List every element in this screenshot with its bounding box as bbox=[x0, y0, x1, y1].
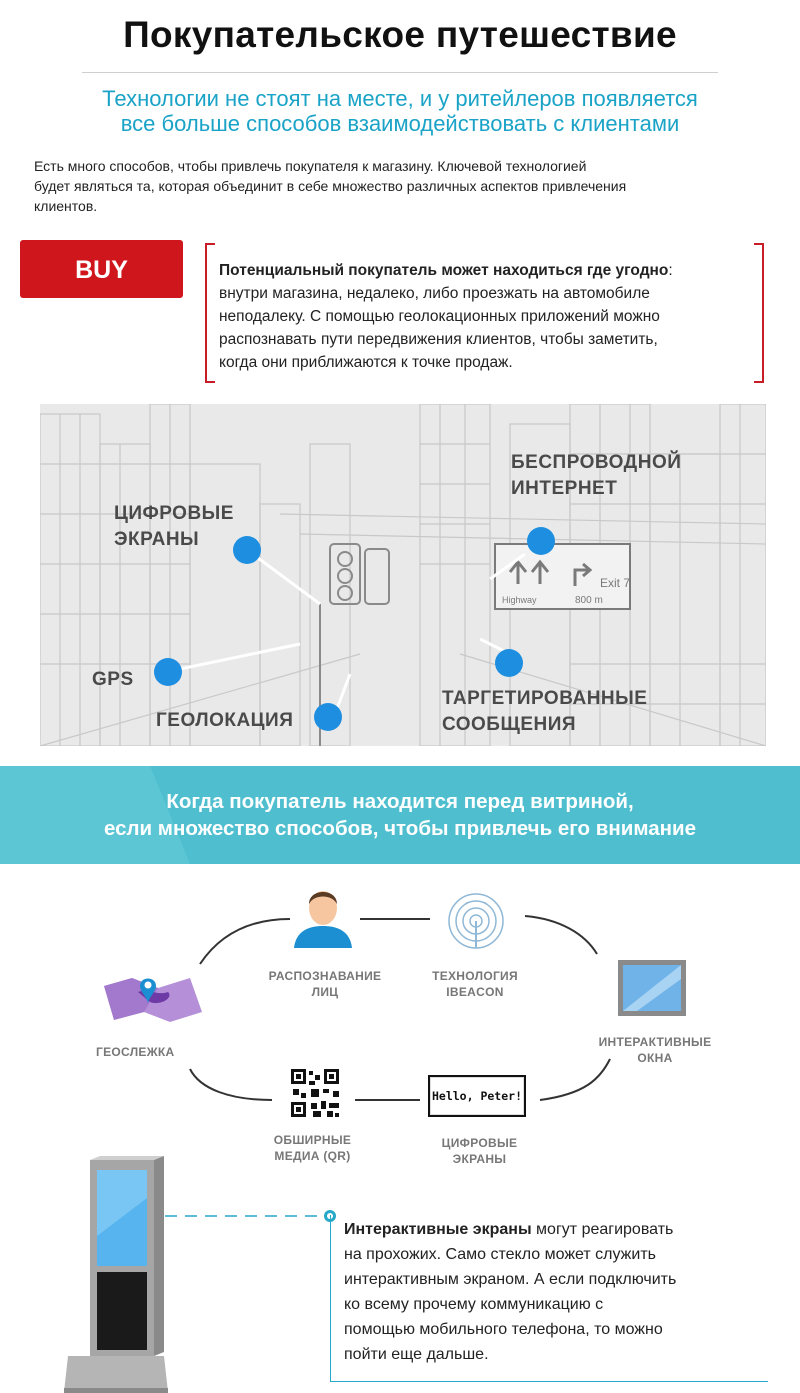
storefront-banner bbox=[0, 766, 800, 864]
face-recognition-icon bbox=[292, 882, 354, 952]
callout-text bbox=[219, 259, 749, 374]
description-border-bottom bbox=[330, 1381, 768, 1382]
sign-distance-text: 800 m bbox=[575, 595, 603, 606]
description-border-left bbox=[330, 1215, 331, 1382]
label-line: ТАРГЕТИРОВАННЫЕ bbox=[442, 688, 648, 709]
intro-paragraph bbox=[34, 156, 774, 216]
callout-line: неподалеку. С помощью геолокационных приложений можно bbox=[219, 308, 660, 325]
description-line: помощью мобильного телефона, то можно bbox=[344, 1321, 663, 1338]
label-line: СООБЩЕНИЯ bbox=[442, 714, 577, 735]
label-gps: GPS bbox=[92, 669, 134, 690]
label-targeted-messages bbox=[442, 686, 647, 738]
description-line-rest: могут реагировать bbox=[531, 1221, 674, 1238]
callout-line bbox=[219, 259, 749, 282]
label-line: БЕСПРОВОДНОЙ bbox=[511, 452, 682, 473]
callout-bracket-left bbox=[205, 243, 215, 383]
page-subtitle bbox=[60, 86, 740, 136]
subtitle-line: все больше способов взаимодействовать с клиентами bbox=[120, 111, 680, 136]
description-line: интерактивным экраном. А если подключить bbox=[344, 1271, 677, 1288]
description-line: ко всему прочему коммуникацию с bbox=[344, 1296, 604, 1313]
sign-highway-text: Highway bbox=[502, 595, 537, 605]
intro-line: будет являться та, которая объединит в себе множество различных аспектов привлечения bbox=[34, 178, 627, 194]
label-digital-screens bbox=[114, 501, 234, 553]
label-line: МЕДИА (QR) bbox=[274, 1149, 351, 1163]
label-ibeacon bbox=[410, 968, 540, 1000]
label-interactive-windows bbox=[585, 1034, 725, 1066]
description-line: пойти еще дальше. bbox=[344, 1346, 489, 1363]
interactive-screens-description bbox=[330, 1215, 768, 1382]
label-line: ЛИЦ bbox=[311, 985, 339, 999]
description-line bbox=[344, 1217, 764, 1242]
callout-bold: Потенциальный покупатель может находиться где угодно bbox=[219, 262, 669, 279]
label-geo-tracking: ГЕОСЛЕЖКА bbox=[96, 1045, 175, 1059]
label-wireless-internet bbox=[511, 450, 681, 502]
ibeacon-icon bbox=[446, 891, 506, 951]
kiosk-illustration bbox=[60, 1156, 170, 1393]
hotspot-targeted-messages[interactable] bbox=[495, 649, 523, 677]
label-line: ОБШИРНЫЕ bbox=[273, 1133, 352, 1147]
label-line: ИНТЕРАКТИВНЫЕ bbox=[598, 1035, 712, 1049]
hotspot-gps[interactable] bbox=[154, 658, 182, 686]
label-face-recognition bbox=[255, 968, 395, 1000]
label-line: ЭКРАНЫ bbox=[114, 529, 200, 550]
intro-line: Есть много способов, чтобы привлечь покупателя к магазину. Ключевой технологией bbox=[34, 158, 587, 174]
label-line: ТЕХНОЛОГИЯ bbox=[432, 969, 518, 983]
banner-line: если множество способов, чтобы привлечь его внимание bbox=[103, 817, 697, 840]
label-line: ЭКРАНЫ bbox=[452, 1152, 507, 1166]
description-bold: Интерактивные экраны bbox=[344, 1221, 532, 1238]
label-line: РАСПОЗНАВАНИЕ bbox=[268, 969, 382, 983]
title-divider bbox=[82, 72, 718, 73]
subtitle-line: Технологии не стоят на месте, и у ритейлеров появляется bbox=[102, 86, 698, 111]
qr-code-icon bbox=[289, 1067, 341, 1119]
callout-bracket-right bbox=[754, 243, 764, 383]
hello-peter-sign: Hello, Peter! bbox=[428, 1075, 526, 1117]
description-text bbox=[344, 1217, 764, 1367]
callout-line: внутри магазина, недалеко, либо проезжать на автомобиле bbox=[219, 285, 650, 302]
kiosk-connector bbox=[165, 1206, 345, 1226]
buyer-callout bbox=[205, 243, 764, 383]
label-geolocation: ГЕОЛОКАЦИЯ bbox=[156, 710, 294, 731]
banner-text bbox=[0, 788, 800, 842]
geo-tracking-map-icon bbox=[98, 962, 206, 1024]
hotspot-geolocation[interactable] bbox=[314, 703, 342, 731]
buy-button[interactable]: BUY bbox=[20, 240, 183, 298]
callout-line-rest: : bbox=[668, 262, 673, 279]
callout-line: когда они приближаются к точке продаж. bbox=[219, 354, 513, 371]
callout-line: распознавать пути передвижения клиентов, чтобы заметить, bbox=[219, 331, 658, 348]
label-line: IBEACON bbox=[446, 985, 504, 999]
label-line: ЦИФРОВЫЕ bbox=[114, 503, 234, 524]
banner-line: Когда покупатель находится перед витриной, bbox=[166, 790, 634, 813]
sign-exit-text: Exit 7 bbox=[600, 576, 631, 590]
page-title: Покупательское путешествие bbox=[123, 14, 677, 55]
label-line: ИНТЕРНЕТ bbox=[511, 478, 618, 499]
hotspot-digital-screens[interactable] bbox=[233, 536, 261, 564]
description-line: на прохожих. Само стекло может служить bbox=[344, 1246, 656, 1263]
label-line: ОКНА bbox=[637, 1051, 673, 1065]
city-illustration bbox=[40, 404, 766, 746]
label-digital-screens-diagram bbox=[412, 1135, 547, 1167]
label-line: ЦИФРОВЫЕ bbox=[441, 1136, 518, 1150]
label-qr-media bbox=[245, 1132, 380, 1164]
interactive-window-icon bbox=[617, 959, 687, 1019]
hotspot-wireless-internet[interactable] bbox=[527, 527, 555, 555]
intro-line: клиентов. bbox=[34, 198, 98, 214]
